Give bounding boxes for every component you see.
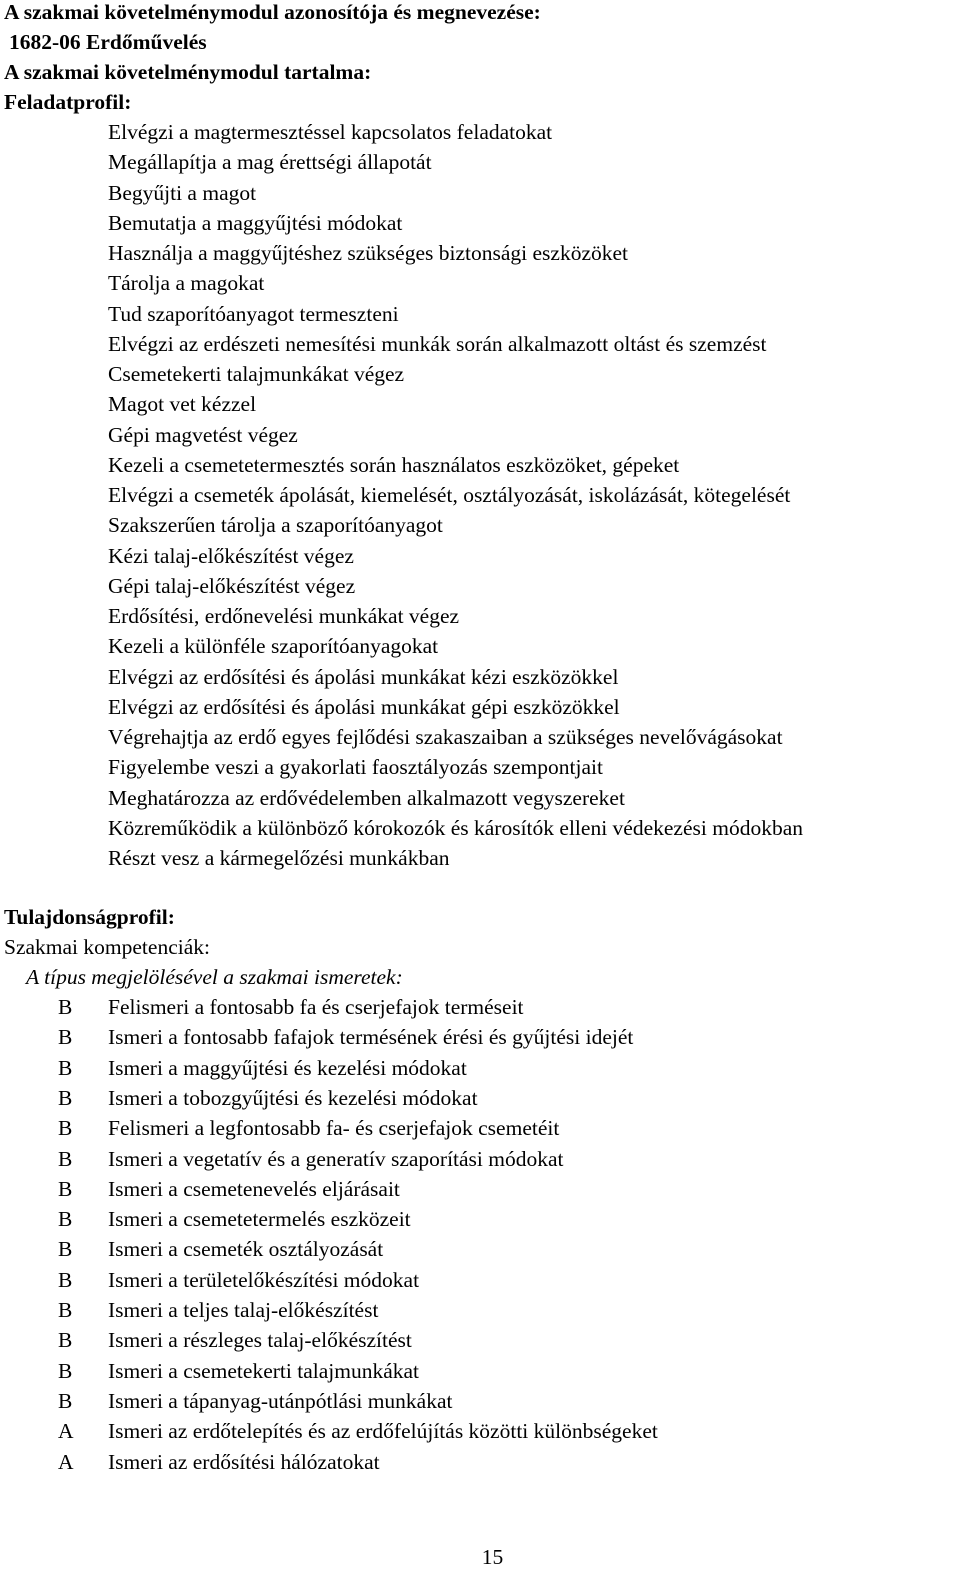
competency-type: B <box>58 1298 73 1322</box>
competency-row <box>0 1113 960 1143</box>
module-code-name: 1682-06 Erdőművelés <box>9 30 207 54</box>
competency-type: A <box>58 1449 74 1474</box>
competency-type: B <box>58 1055 73 1080</box>
competency-text: Ismeri a fontosabb fafajok termésének érési és gyűjtési idejét <box>108 1025 634 1050</box>
competency-row <box>0 992 960 1022</box>
module-title-label: A szakmai követelménymodul azonosítója és megnevezése: <box>4 0 541 24</box>
task-item: Csemetekerti talajmunkákat végez <box>108 362 405 386</box>
competency-row <box>0 1386 960 1416</box>
competency-row <box>0 1053 960 1083</box>
competency-text: Ismeri a csemetetermelés eszközeit <box>108 1207 411 1232</box>
task-item: Közreműködik a különböző kórokozók és károsítók elleni védekezési módokban <box>108 815 803 840</box>
competency-text: Felismeri a legfontosabb fa- és cserjefajok csemetéit <box>108 1116 560 1141</box>
competency-row <box>0 1356 960 1386</box>
task-item: Megállapítja a mag érettségi állapotát <box>108 150 432 175</box>
competency-type: B <box>58 1025 73 1050</box>
task-item: Meghatározza az erdővédelemben alkalmazott vegyszereket <box>108 785 625 810</box>
competency-text: Ismeri a csemetenevelés eljárásait <box>108 1176 400 1201</box>
competency-row <box>0 1325 960 1355</box>
competency-text: Ismeri a vegetatív és a generatív szaporítási módokat <box>108 1146 564 1171</box>
competency-row <box>0 1204 960 1234</box>
task-item: Bemutatja a maggyűjtési módokat <box>108 210 403 235</box>
competency-row <box>0 1234 960 1264</box>
competency-text: Felismeri a fontosabb fa és cserjefajok terméseit <box>108 995 524 1019</box>
competency-type: B <box>58 1328 73 1353</box>
competency-row <box>0 1416 960 1446</box>
competency-text: Ismeri a csemeték osztályozását <box>108 1237 384 1262</box>
task-item: Szakszerűen tárolja a szaporítóanyagot <box>108 513 443 538</box>
task-item: Begyűjti a magot <box>108 180 257 205</box>
type-note: A típus megjelölésével a szakmai ismeretek: <box>26 965 403 989</box>
task-item: Gépi talaj-előkészítést végez <box>108 573 356 598</box>
task-item: Elvégzi a magtermesztéssel kapcsolatos feladatokat <box>108 120 553 144</box>
competency-row <box>0 1295 960 1325</box>
task-item: Elvégzi az erdősítési és ápolási munkákat gépi eszközökkel <box>108 694 620 719</box>
task-item: Kezeli a csemetetermesztés során használatos eszközöket, gépeket <box>108 452 680 477</box>
task-item: Elvégzi az erdészeti nemesítési munkák során alkalmazott oltást és szemzést <box>108 331 767 356</box>
page-number: 15 <box>481 1545 504 1569</box>
module-content-label: A szakmai követelménymodul tartalma: <box>4 60 372 84</box>
competency-text: Ismeri a tápanyag-utánpótlási munkákat <box>108 1388 453 1413</box>
competency-row <box>0 1083 960 1113</box>
competency-text: Ismeri az erdőtelepítés és az erdőfelújítás közötti különbségeket <box>108 1419 658 1444</box>
task-item: Figyelembe veszi a gyakorlati faosztályozás szempontjait <box>108 755 603 780</box>
competency-type: B <box>58 995 73 1019</box>
competency-text: Ismeri a területelőkészítési módokat <box>108 1267 420 1292</box>
competency-type: B <box>58 1116 73 1141</box>
competency-row <box>0 1022 960 1052</box>
competency-text: Ismeri a teljes talaj-előkészítést <box>108 1298 379 1322</box>
task-item: Tud szaporítóanyagot termeszteni <box>108 301 399 326</box>
task-item: Kézi talaj-előkészítést végez <box>108 543 354 568</box>
competency-type: B <box>58 1146 73 1171</box>
competency-type: B <box>58 1388 73 1413</box>
property-profile-heading: Tulajdonságprofil: <box>4 905 175 929</box>
competencies-subheading: Szakmai kompetenciák: <box>4 935 210 959</box>
competency-type: B <box>58 1358 73 1383</box>
competency-type: A <box>58 1419 74 1444</box>
task-item: Gépi magvetést végez <box>108 422 298 447</box>
competency-text: Ismeri a tobozgyűjtési és kezelési módokat <box>108 1085 478 1110</box>
competency-type: B <box>58 1085 73 1110</box>
task-item: Használja a maggyűjtéshez szükséges biztonsági eszközöket <box>108 241 628 265</box>
competency-type: B <box>58 1237 73 1262</box>
competency-type: B <box>58 1176 73 1201</box>
task-item: Erdősítési, erdőnevelési munkákat végez <box>108 604 460 628</box>
competency-row <box>0 1265 960 1295</box>
competency-text: Ismeri a maggyűjtési és kezelési módokat <box>108 1055 467 1080</box>
competency-text: Ismeri az erdősítési hálózatokat <box>108 1449 380 1474</box>
competency-row <box>0 1174 960 1204</box>
task-item: Tárolja a magokat <box>108 271 265 296</box>
competency-row <box>0 1144 960 1174</box>
competency-type: B <box>58 1207 73 1232</box>
task-item: Elvégzi a csemeték ápolását, kiemelését, osztályozását, iskolázását, kötegelését <box>108 483 791 507</box>
competency-text: Ismeri a csemetekerti talajmunkákat <box>108 1358 420 1383</box>
task-item: Magot vet kézzel <box>108 392 257 417</box>
task-item: Részt vesz a kármegelőzési munkákban <box>108 846 450 870</box>
competency-type: B <box>58 1267 73 1292</box>
competency-row <box>0 1447 960 1477</box>
task-profile-heading: Feladatprofil: <box>4 90 132 114</box>
task-item: Kezeli a különféle szaporítóanyagokat <box>108 634 439 659</box>
competency-text: Ismeri a részleges talaj-előkészítést <box>108 1328 412 1353</box>
task-item: Végrehajtja az erdő egyes fejlődési szakaszaiban a szükséges nevelővágásokat <box>108 725 783 749</box>
task-item: Elvégzi az erdősítési és ápolási munkákat kézi eszközökkel <box>108 664 619 689</box>
